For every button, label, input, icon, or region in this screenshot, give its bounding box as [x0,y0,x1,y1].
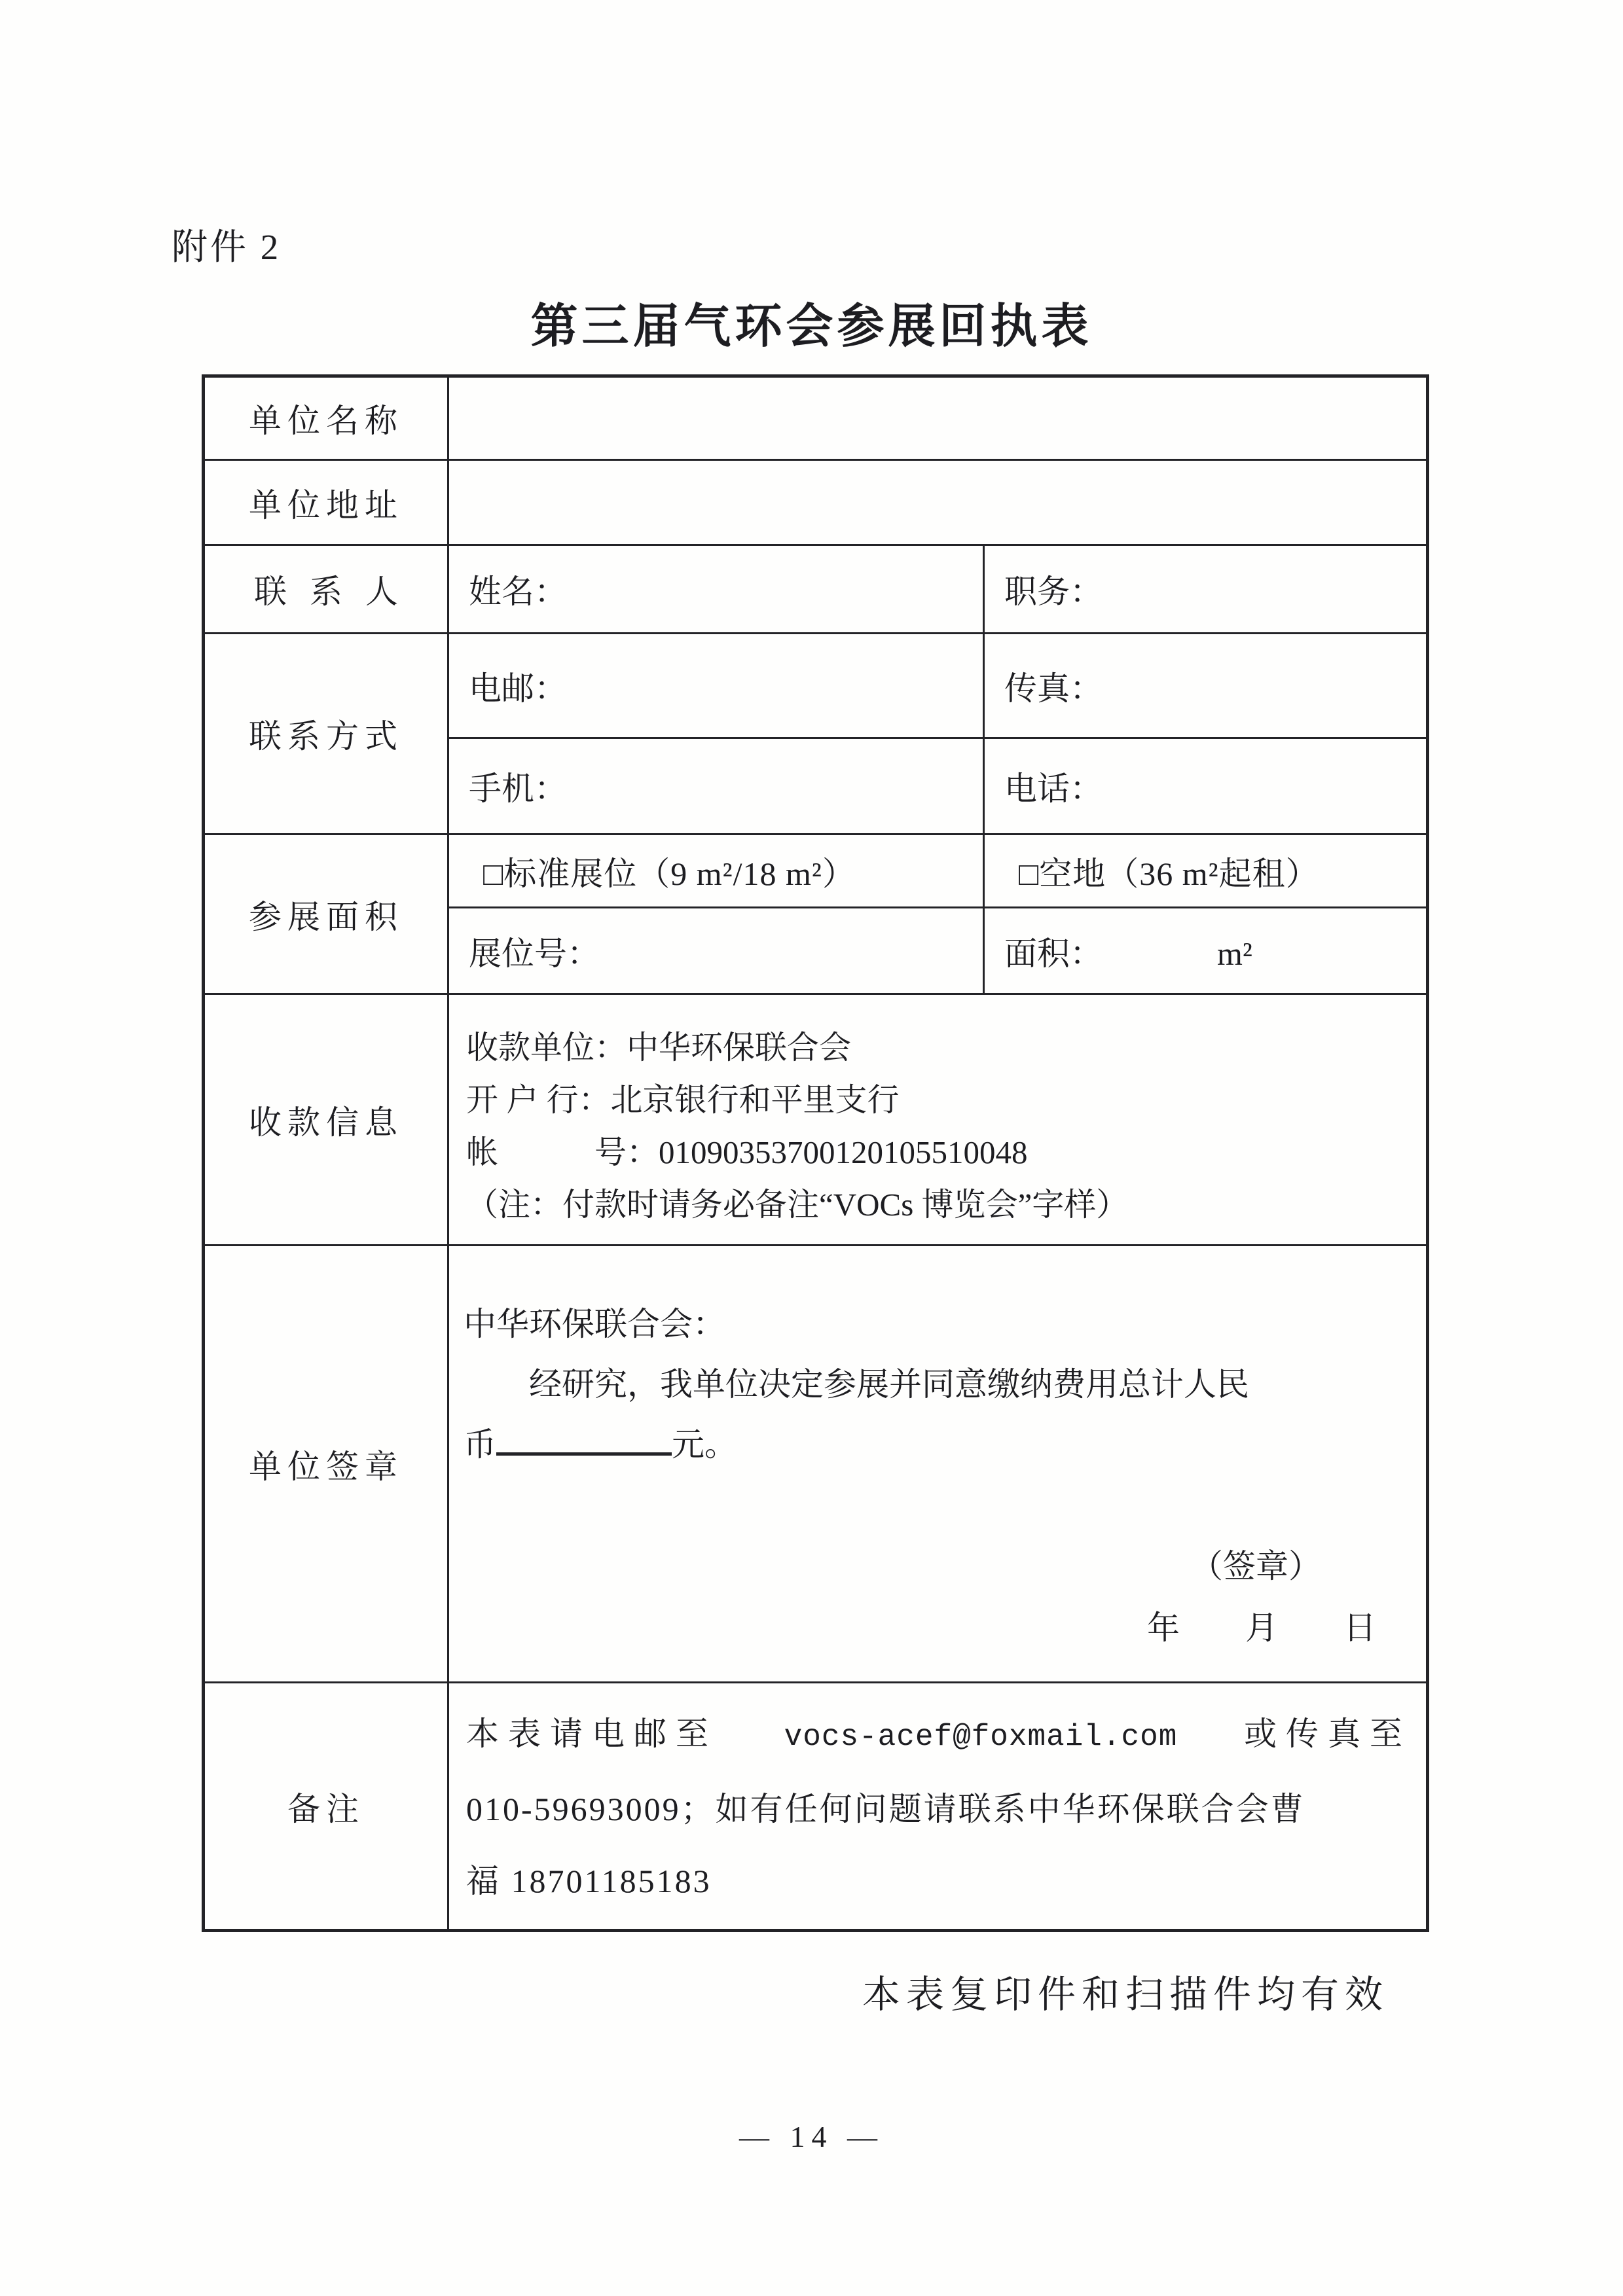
table-row [204,634,1428,738]
attachment-label: 附件 2 [172,227,282,267]
amount-blank-underline [496,1417,672,1456]
signature-block [449,1248,1426,1680]
payment-account-line: 帐 号：01090353700120105510048 [466,1134,1028,1170]
remarks-line1-suffix: 或传真至 [1243,1715,1412,1752]
remarks-block [449,1683,1426,1929]
table-row [204,1683,1428,1931]
unit-name-value-cell [448,376,1428,460]
table-row [204,994,1428,1246]
remarks-email: vocs-acef@foxmail.com [784,1720,1178,1754]
contact-method-label: 联系方式 [204,634,448,834]
signature-amount-line [464,1414,1426,1475]
page-number: — 14 — [739,2120,884,2153]
validity-note: 本表复印件和扫描件均有效 [862,1973,1389,2016]
unit-address-label: 单位地址 [204,460,448,545]
remarks-line-2: 010-59693009；如有任何问题请联系中华环保联合会曹 [466,1791,1305,1827]
table-row [204,1246,1428,1683]
fax-field: 传真： [984,634,1428,738]
remarks-line1-prefix: 本表请电邮至 [466,1715,718,1752]
table-row [204,545,1428,634]
email-field: 电邮： [448,634,984,738]
payment-info-label: 收款信息 [204,994,448,1246]
contact-title-field: 职务： [984,545,1428,634]
phone-field: 电话： [984,738,1428,834]
mobile-field: 手机： [448,738,984,834]
signature-statement: 经研究，我单位决定参展并同意缴纳费用总计人民 [529,1365,1249,1403]
registration-form-table [202,374,1429,1932]
remarks-line-1 [466,1698,1414,1773]
remarks-label: 备注 [204,1683,448,1931]
table-row [204,834,1428,908]
signature-label: 单位签章 [204,1246,448,1683]
payment-bank-line: 开 户 行：北京银行和平里支行 [466,1081,900,1118]
seal-placeholder: （签章） [1190,1547,1321,1585]
amount-suffix: 元。 [672,1426,737,1463]
page-title: 第三届气环会参展回执表 [530,300,1093,353]
booth-number-field: 展位号： [448,908,984,994]
payment-payee-line: 收款单位：中华环保联合会 [466,1029,852,1066]
area-value-field: 面积： m² [984,908,1428,994]
unit-name-label: 单位名称 [204,376,448,460]
payment-info-block [449,996,1426,1244]
contact-label: 联系人 [204,545,448,634]
table-row [204,376,1428,460]
date-placeholder: 年 月 日 [1147,1609,1376,1646]
signature-addressee: 中华环保联合会： [464,1305,725,1342]
table-row [204,460,1428,545]
standard-booth-option: □标准展位（9 m²/18 m²） [448,834,984,908]
contact-name-field: 姓名： [448,545,984,634]
exhibit-area-label: 参展面积 [204,834,448,994]
unit-address-value-cell [448,460,1428,545]
remarks-line-3: 福 18701185183 [466,1863,712,1899]
payment-note-line: （注：付款时请务必备注“VOCs 博览会”字样） [466,1186,1129,1223]
open-space-option: □空地（36 m²起租） [984,834,1428,908]
amount-prefix: 币 [464,1426,496,1463]
